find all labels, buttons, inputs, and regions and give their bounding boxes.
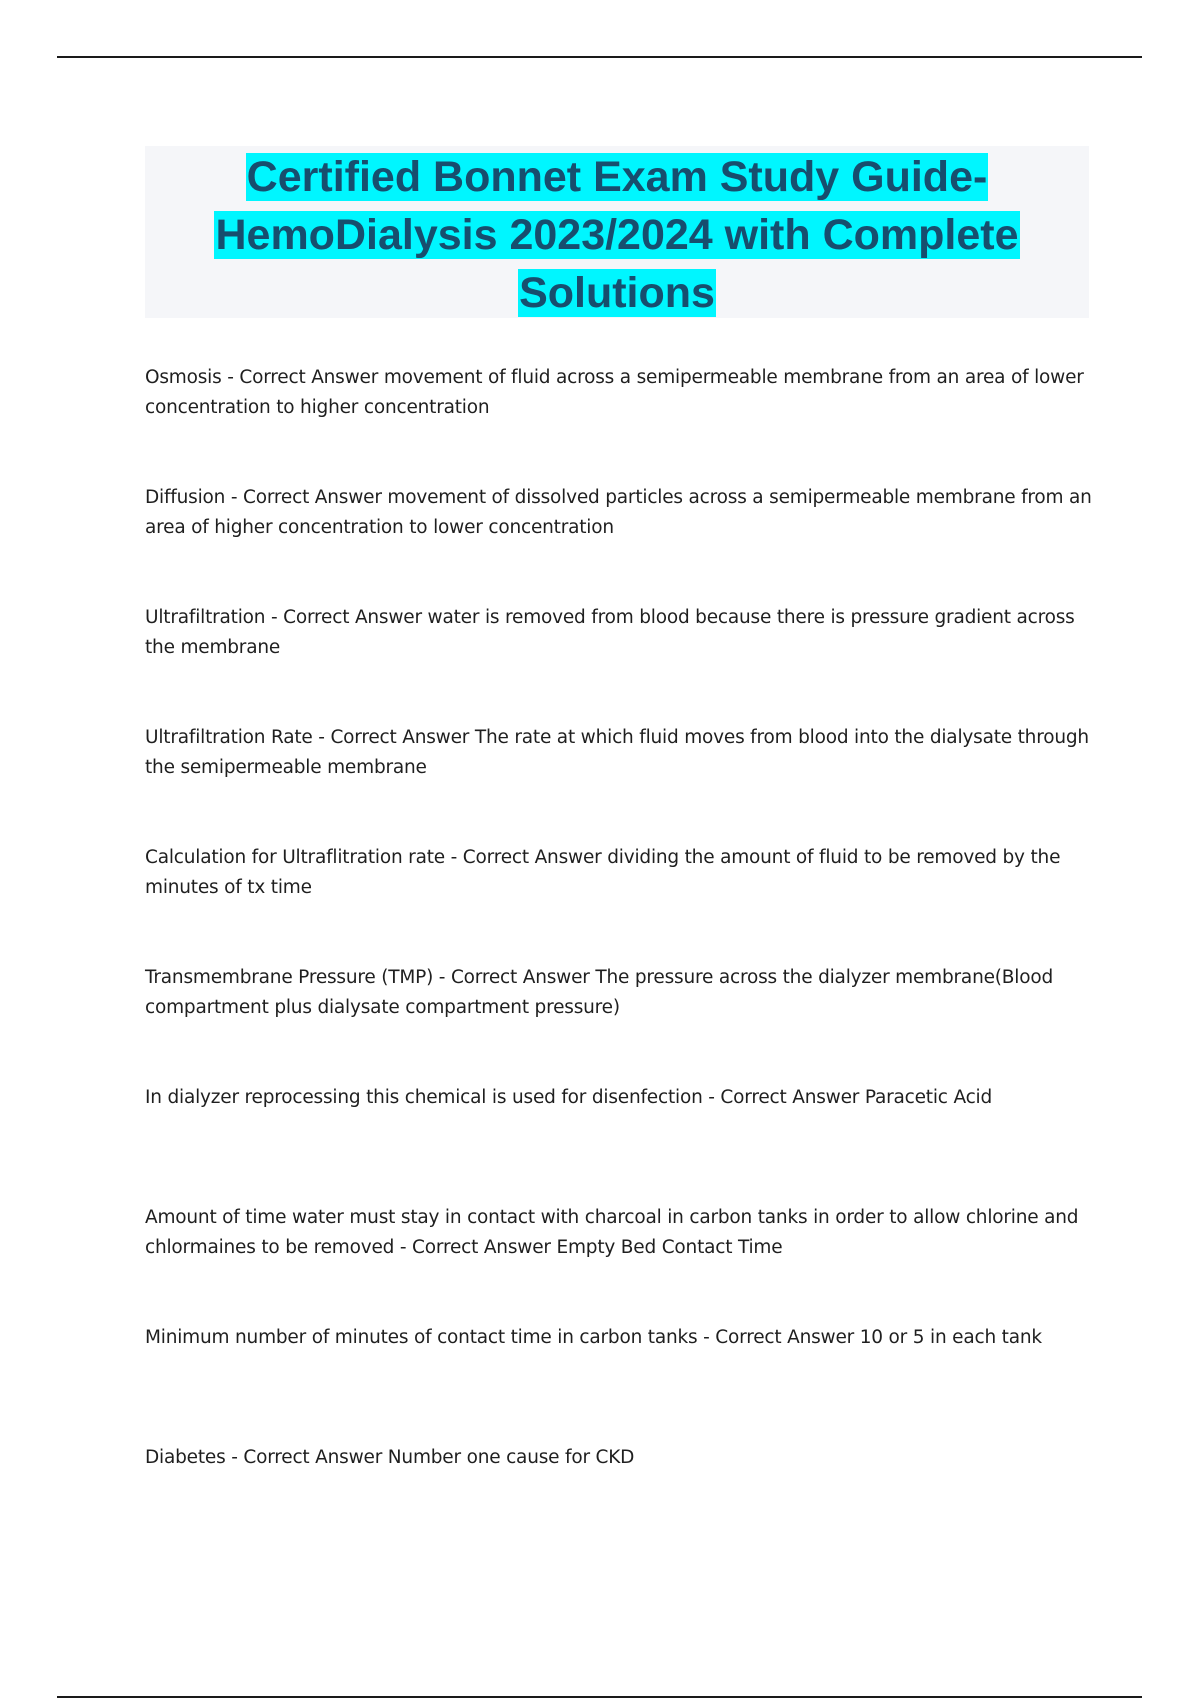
title-line-3: Solutions [519, 269, 715, 317]
qa-entry-carbon-tank-minutes: Minimum number of minutes of contact time in carbon tanks - Correct Answer 10 or 5 in each tank [145, 1327, 1042, 1348]
qa-entry-diabetes: Diabetes - Correct Answer Number one cause for CKD [145, 1447, 635, 1468]
qa-entry-empty-bed-contact-time: Amount of time water must stay in contact with charcoal in carbon tanks in order to allow chlorine and chlormaines to be removed - Correct Answer Empty Bed Contact Time [145, 1207, 1079, 1258]
title-block [145, 146, 1089, 318]
qa-entry-osmosis: Osmosis - Correct Answer movement of fluid across a semipermeable membrane from an area of lower concentration to higher concentration [145, 367, 1084, 418]
top-rule [57, 56, 1142, 58]
bottom-rule [57, 1696, 1142, 1698]
qa-entry-diffusion: Diffusion - Correct Answer movement of dissolved particles across a semipermeable membrane from an area of higher concentration to lower concentration [145, 487, 1092, 538]
qa-entry-tmp: Transmembrane Pressure (TMP) - Correct Answer The pressure across the dialyzer membrane(Blood compartment plus dialysate compartment pressure) [145, 967, 1054, 1018]
qa-entry-ultrafiltration-rate: Ultrafiltration Rate - Correct Answer The rate at which fluid moves from blood into the dialysate through the semipermeable membrane [145, 727, 1089, 778]
qa-entry-reprocessing-chemical: In dialyzer reprocessing this chemical is used for disenfection - Correct Answer Paracetic Acid [145, 1087, 993, 1108]
title-line-1: Certified Bonnet Exam Study Guide- [246, 153, 988, 201]
qa-list [145, 363, 1095, 1563]
qa-entry-ultrafiltration: Ultrafiltration - Correct Answer water is removed from blood because there is pressure gradient across the membrane [145, 607, 1075, 658]
qa-entry-uf-rate-calculation: Calculation for Ultraflitration rate - Correct Answer dividing the amount of fluid to be removed by the minutes of tx time [145, 847, 1061, 898]
title-line-2: HemoDialysis 2023/2024 with Complete [215, 211, 1019, 259]
